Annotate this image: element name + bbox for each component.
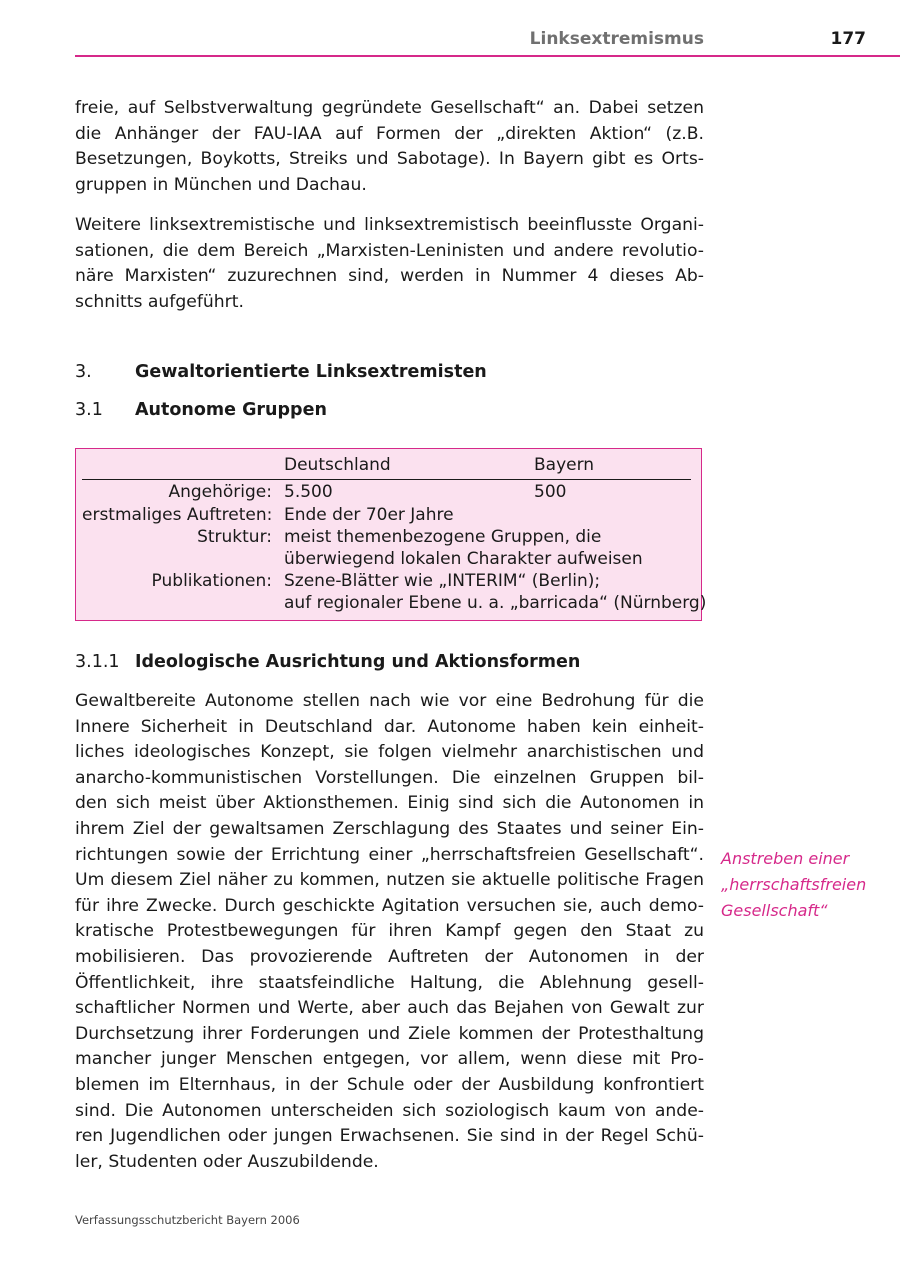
margin-note-line: „herrschaftsfreien — [721, 875, 867, 894]
text-line: blemen im Elternhaus, in der Schule oder der Ausbildung konfrontiert — [75, 1074, 704, 1095]
text-line: ler, Studenten oder Auszubildende. — [75, 1151, 379, 1172]
row-label-publications: Publikationen: — [151, 571, 272, 591]
column-header-germany: Deutschland — [284, 455, 391, 475]
value-members-bavaria: 500 — [534, 482, 567, 502]
text-line: richtungen sowie der Errichtung einer „herrschaftsfreien Gesellschaft“. — [75, 844, 704, 865]
text-line: Gewaltbereite Autonome stellen nach wie vor eine Bedrohung für die — [75, 691, 704, 711]
text-line: den sich meist über Aktionsthemen. Einig sind sich die Autonomen in — [75, 793, 704, 814]
text-line: schaftlicher Normen und Werte, aber auch das Bejahen von Gewalt zur — [75, 998, 704, 1019]
text-line: Innere Sicherheit in Deutschland dar. Autonome haben kein einheit- — [75, 716, 704, 737]
running-header-title: Linksextremismus — [529, 29, 704, 49]
facts-box — [75, 448, 707, 621]
text-line: sationen, die dem Bereich „Marxisten-Leninisten und andere revolutio- — [75, 240, 704, 261]
section-number: 3. — [75, 362, 92, 382]
text-line: Um diesem Ziel näher zu kommen, nutzen sie aktuelle politische Fragen — [75, 870, 704, 891]
text-line: sind. Die Autonomen unterscheiden sich soziologisch kaum von ande- — [75, 1100, 704, 1121]
text-line: Durchsetzung ihrer Forderungen und Ziele kommen der Protesthaltung — [75, 1023, 704, 1044]
text-line: liches ideologisches Konzept, sie folgen vielmehr anarchistischen und — [75, 742, 704, 763]
text-line: mobilisieren. Das provozierende Auftreten der Autonomen in der — [75, 946, 704, 967]
text-line: ren Jugendlichen oder jungen Erwachsenen. Sie sind in der Regel Schü- — [75, 1126, 704, 1147]
value-structure-line: überwiegend lokalen Charakter aufweisen — [284, 549, 643, 569]
value-structure-line: meist themenbezogene Gruppen, die — [284, 527, 602, 547]
row-label-members: Angehörige: — [168, 482, 272, 502]
section-number: 3.1.1 — [75, 652, 120, 672]
text-line: näre Marxisten“ zuzurechnen sind, werden in Nummer 4 dieses Ab- — [75, 266, 704, 287]
section-heading-3-1 — [75, 400, 327, 420]
text-line: schnitts aufgeführt. — [75, 291, 244, 312]
text-line: Weitere linksextremistische und linksextremistisch beeinflusste Organi- — [75, 215, 704, 235]
section-title: Autonome Gruppen — [135, 400, 327, 420]
section-heading-3 — [75, 362, 487, 382]
text-line: Besetzungen, Boykotts, Streiks und Sabotage). In Bayern gibt es Orts- — [75, 149, 704, 170]
section-number: 3.1 — [75, 400, 103, 420]
paragraph-autonomous-groups — [75, 689, 704, 1175]
section-title: Ideologische Ausrichtung und Aktionsformen — [135, 652, 581, 672]
value-members-germany: 5.500 — [284, 482, 333, 502]
row-label-structure: Struktur: — [197, 527, 272, 547]
text-line: mancher junger Menschen entgegen, vor allem, wenn diese mit Pro- — [75, 1049, 704, 1070]
margin-note — [721, 846, 891, 924]
text-line: gruppen in München und Dachau. — [75, 174, 367, 195]
text-line: die Anhänger der FAU-IAA auf Formen der „direkten Aktion“ (z.B. — [75, 123, 704, 144]
row-label-first-appearance: erstmaliges Auftreten: — [82, 505, 273, 525]
text-line: kratische Protestbewegungen für ihren Kampf gegen den Staat zu — [75, 921, 704, 942]
section-title: Gewaltorientierte Linksextremisten — [135, 362, 487, 382]
text-line: anarcho-kommunistischen Vorstellungen. Die einzelnen Gruppen bil- — [75, 767, 704, 788]
paragraph-further-organisations — [75, 213, 704, 315]
value-publications-line: auf regionaler Ebene u. a. „barricada“ (Nürnberg) — [284, 593, 707, 613]
text-line: Öffentlichkeit, ihre staatsfeindliche Haltung, die Ablehnung gesell- — [75, 972, 704, 993]
facts-box-rule — [82, 479, 691, 480]
page-number: 177 — [830, 29, 866, 49]
margin-note-line: Anstreben einer — [721, 849, 850, 868]
header-rule — [75, 55, 900, 57]
column-header-bavaria: Bayern — [534, 455, 595, 475]
margin-note-line: Gesellschaft“ — [721, 901, 828, 920]
paragraph-fau-iaa — [75, 96, 704, 198]
value-publications-line: Szene-Blätter wie „INTERIM“ (Berlin); — [284, 571, 601, 591]
footer-publication: Verfassungsschutzbericht Bayern 2006 — [75, 1213, 300, 1227]
section-heading-3-1-1 — [75, 652, 580, 672]
text-line: freie, auf Selbstverwaltung gegründete Gesellschaft“ an. Dabei setzen — [75, 98, 704, 118]
value-first-appearance: Ende der 70er Jahre — [284, 505, 454, 525]
text-line: ihrem Ziel der gewaltsamen Zerschlagung des Staates und seiner Ein- — [75, 818, 704, 839]
text-line: für ihre Zwecke. Durch geschickte Agitation versuchen sie, auch demo- — [75, 895, 704, 916]
